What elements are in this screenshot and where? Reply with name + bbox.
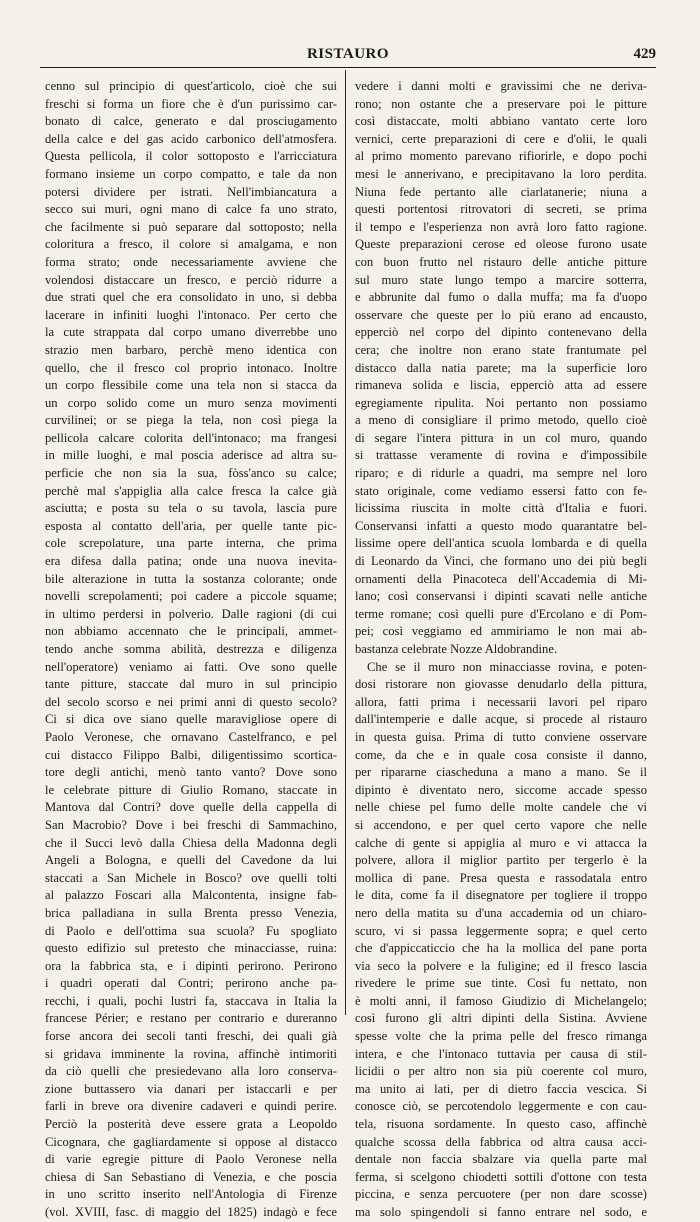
text-line: zione buttassero via danari per istaccarli e per xyxy=(45,1081,337,1096)
text-line: i quadri operati dal Contri; perirono anche pa- xyxy=(45,976,337,991)
text-line: epperciò nel corpo del dipinto contenevano della xyxy=(355,325,647,340)
text-line: lano; così conservansi i dipinti scavati nelle antiche xyxy=(355,589,647,604)
text-line: San Macrobio? Dove i bei freschi di Sammachino, xyxy=(45,817,337,832)
text-line: egregiamente ripulita. Noi pertanto non possiamo xyxy=(355,395,647,410)
text-line: Mantova dal Contri? dove quelle della cappella di xyxy=(45,800,337,815)
text-line: terme romane; così quelli pure d'Ercolano e di Pom- xyxy=(355,606,647,621)
text-line: questi portentosi ritrovatori di secreti, se prima xyxy=(355,202,647,217)
text-line: per ripararne ciascheduna a mano a mano. Se il xyxy=(355,765,647,780)
text-line: Perciò la posterità deve essere grata a Leopoldo xyxy=(45,1117,337,1132)
text-line: lissime opere dell'antica scuola lombarda e di quella xyxy=(355,536,647,551)
text-line: Queste preparazioni cerose ed oleose furono usate xyxy=(355,237,647,252)
text-line: le dita, come fa il disegnatore per togliere il troppo xyxy=(355,888,647,903)
text-line: di Paolo e dell'ottima sua scuola? Fu spogliato xyxy=(45,923,337,938)
text-line: rono; non ostante che a preservare poi le pitture xyxy=(355,96,647,111)
text-line: tendo anche somma abilità, destrezza e diligenza xyxy=(45,642,337,656)
text-line: dentale non faccia sbalzare via quella parte mal xyxy=(355,1152,647,1167)
text-line: via seco la polvere e la fuligine; ed il fresco lascia xyxy=(355,958,647,973)
text-line: volendosi distaccare un fresco, e perciò ridurre a xyxy=(45,272,337,287)
header-rule xyxy=(40,67,656,68)
page-header xyxy=(40,44,656,66)
text-line: un corpo flessibile come una tela non si stacca da xyxy=(45,378,337,393)
text-line: di Leonardo da Vinci, che formano uno dei più begli xyxy=(355,554,647,569)
text-line: brica palladiana in sulla Brenta presso Venezia, xyxy=(45,905,337,920)
text-line: farli in breve ora divenire cadaveri e quindi perire. xyxy=(45,1099,337,1114)
text-line: strazio men barbaro, perchè meno identica con xyxy=(45,342,337,357)
text-line: forma strato; onde necessariamente avviene che xyxy=(45,254,337,269)
text-line: lacerare in infiniti luoghi l'intonaco. Per certo che xyxy=(45,307,337,322)
text-line: perficie che non sia la sua, fòss'anco su calce; xyxy=(45,466,337,481)
text-line: conosce ciò, se percotendolo leggermente e con cau- xyxy=(355,1099,647,1114)
text-line: a meno di consigliare il primo metodo, quello cioè xyxy=(355,413,647,428)
text-line: curvilinei; or se piega la tela, non così piega la xyxy=(45,413,337,428)
text-line: nelle chiese pel fumo delle molte candele che vi xyxy=(355,800,647,815)
text-line: tante pitture, staccate dal muro in sul principio xyxy=(45,677,337,692)
text-line: che d'appiccaticcio che ha la mollica del pane porta xyxy=(355,941,647,956)
text-line: cenno sul principio di quest'articolo, cioè che sui xyxy=(45,79,337,93)
text-line: si trattasse veramente di rovina e d'impossibile xyxy=(355,448,647,463)
text-line: ora la fabbrica sta, e i dipinti perirono. Perirono xyxy=(45,958,337,973)
text-line: pellicola calcare colorita dell'intonaco; ma frangesi xyxy=(45,430,337,445)
text-line: Ci si dica ove siano quelle maravigliose opere di xyxy=(45,712,337,727)
text-line: in mille luoghi, e mal poscia aderisce ad altra su- xyxy=(45,448,337,463)
text-line: dosi ristorare non giovasse denudarlo della pittura, xyxy=(355,677,647,692)
text-line: polvere, allora il miglior partito per tergerlo è la xyxy=(355,853,647,868)
text-line: con buon frutto nel ristauro delle antiche pitture xyxy=(355,254,647,269)
text-line: due strati quel che era consolidato in uno, si debba xyxy=(45,290,337,305)
text-line: cera; che inoltre non erano state frantumate pel xyxy=(355,342,647,357)
text-line: freschi si forma un fiore che è d'un purissimo car- xyxy=(45,96,337,111)
text-line: qualche scossa della fabbrica od altra causa acci- xyxy=(355,1134,647,1149)
text-line: un corpo solido come un muro senza movimenti xyxy=(45,395,337,410)
text-line: licidii o per altro non sia più coerente col muro, xyxy=(355,1064,647,1079)
text-line: Niuna fede pertanto alle ciarlatanerie; niuna a xyxy=(355,184,647,199)
text-line: sul muro state lungo tempo a marcire sotterra, xyxy=(355,272,647,287)
text-line: bile alterazione in tutta la sostanza colorante; onde xyxy=(45,571,337,586)
text-line: si accendono, e per quel certo vapore che nelle xyxy=(355,817,647,832)
text-line: ornamenti della Pinacoteca dell'Accademia di Mi- xyxy=(355,571,647,586)
text-line: la cute strappata dal corpo umano diverrebbe uno xyxy=(45,325,337,340)
text-line: ma solo spingendoli si fanno entrare nel sodo, e xyxy=(355,1205,647,1219)
text-line: così furono gli altri dipinti della Sistina. Avviene xyxy=(355,1011,647,1026)
running-title: RISTAURO xyxy=(306,46,390,62)
text-line: si gridava imminente la rovina, affinchè intimoriti xyxy=(45,1046,337,1061)
text-line: bonato di calce, generato e dal prosciugamento xyxy=(45,114,337,129)
text-line: calche di gente si appiglia al muro e vi attacca la xyxy=(355,835,647,850)
text-line: tore degli antichi, menò tanto vanto? Dove sono xyxy=(45,765,337,780)
text-line: chiesa di San Sebastiano di Venezia, e che poscia xyxy=(45,1169,337,1184)
text-line: da ciò quelli che presiedevano alla loro conserva- xyxy=(45,1064,337,1079)
text-line: rimaneva solida e liscia, epperciò atta ad essere xyxy=(355,378,647,393)
text-line: il tempo e l'esperienza non avrà loro fatto ragione. xyxy=(355,219,647,234)
text-line: di varie egregie pitture di Paolo Veronese nella xyxy=(45,1152,337,1167)
text-line: ma unito ai lati, per di dietro faccia vescica. Si xyxy=(355,1081,647,1096)
text-line: staccati a San Michele in Bosco? ove quelli tolti xyxy=(45,870,337,885)
text-line: che il Succi levò dalla Chiesa della Madonna degli xyxy=(45,835,337,850)
text-line: mollica di pane. Presa questa e rassodatala entro xyxy=(355,870,647,885)
text-line: nell'operatore) veniamo ai fatti. Ove sono quelle xyxy=(45,659,337,674)
text-line: mesi le annerivano, e precipitavano la loro perdita. xyxy=(355,166,647,181)
text-line: così distaccate, molti abbiano vantato certe loro xyxy=(355,114,647,129)
text-line: era difesa dalla patina; onde una nuova inevita- xyxy=(45,554,337,569)
column-divider xyxy=(345,70,346,1015)
text-line: è molti anni, il famoso Giudizio di Michelangelo; xyxy=(355,993,647,1008)
text-line: tela, risuona sordamente. In questo caso, affinchè xyxy=(355,1117,647,1132)
text-line: dipinto è diventato nero, siccome accade spesso xyxy=(355,782,647,797)
text-line: non abbiamo accennato che le principali, ammet- xyxy=(45,624,337,639)
text-line: quello, che il fresco col proprio intonaco. Inoltre xyxy=(45,360,337,375)
right-column xyxy=(355,78,647,1222)
text-line: distacco dalla natia parete; ma la superficie loro xyxy=(355,360,647,375)
text-line: Conservansi infatti a questo modo quarantatre bel- xyxy=(355,518,647,533)
text-line: Che se il muro non minacciasse rovina, e poten- xyxy=(367,659,647,674)
text-line: piccina, e senza percuotere (per non dare scosse) xyxy=(355,1187,647,1202)
text-line: esposta al contatto dell'aria, per quelle tante pic- xyxy=(45,518,337,533)
text-line: osservare che queste per lo più erano ad encausto, xyxy=(355,307,647,322)
text-line: francese Périer; e restano per contrario e dureranno xyxy=(45,1011,337,1026)
left-column xyxy=(45,78,337,1222)
text-line: bastanza celebrate Nozze Aldobrandine. xyxy=(355,642,558,656)
text-line: rivedere le prime sue tinte. Così fu nettato, non xyxy=(355,976,647,991)
text-line: dall'intemperie e dalle acque, si procede al ristauro xyxy=(355,712,647,727)
text-line: ferma, si scelgono chiodetti sottili d'ottone con testa xyxy=(355,1169,647,1184)
text-line: scuro, vi si passa leggermente sopra; e quel certo xyxy=(355,923,647,938)
text-line: del secolo scorso e nei primi anni di questo secolo? xyxy=(45,694,337,709)
text-line: licissima riuscita in molte città d'Italia e fuori. xyxy=(355,501,647,516)
text-line: formano insieme un corpo compatto, e tale da non xyxy=(45,166,337,181)
text-line: in questa guisa. Prima di tutto conviene osservare xyxy=(355,729,647,744)
text-line: al primo momento parevano rifiorirle, e dopo pochi xyxy=(355,149,647,164)
text-line: novelli screpolamenti; poi cadere a piccole squame; xyxy=(45,589,337,604)
text-line: stato originale, come vediamo essersi fatto con fe- xyxy=(355,483,647,498)
text-line: e abbrunite dal fumo o dalla muffa; ma fa d'uopo xyxy=(355,290,647,305)
text-line: Cicognara, che gagliardamente si oppose al distacco xyxy=(45,1134,337,1149)
text-line: coloritura a fresco, il colore si amalgama, e non xyxy=(45,237,337,252)
text-line: di segare l'intera pittura in un col muro, quando xyxy=(355,430,647,445)
text-line: potersi dividere per istrati. Nell'imbiancatura a xyxy=(45,184,337,199)
text-line: allora, fatti prima i necessarii lavori pel riparo xyxy=(355,694,647,709)
text-line: al palazzo Foscari alla Malcontenta, insigne fab- xyxy=(45,888,337,903)
text-line: in uno scritto inserito nell'Antologia di Firenze xyxy=(45,1187,337,1202)
text-line: Angeli a Bologna, e quelli del Cavedone da lui xyxy=(45,853,337,868)
text-line: cui distacco Filippo Balbi, diligentissimo scortica- xyxy=(45,747,337,762)
text-line: intera, e che l'intonaco tuttavia per causa di stil- xyxy=(355,1046,647,1061)
text-line: asciutta; e posta su tela o su tavola, lascia pure xyxy=(45,501,337,516)
text-line: come, da che e in quale cosa consiste il danno, xyxy=(355,747,647,762)
text-line: cole screpolature, una parte interna, che prima xyxy=(45,536,337,551)
text-line: perchè mal s'appiglia alla calce fresca la calce già xyxy=(45,483,337,498)
text-line: che facilmente si può separare dal sottoposto; nella xyxy=(45,219,337,234)
text-line: nero della matita su d'una accademia od un chiaro- xyxy=(355,905,647,920)
text-line: in ultimo perdersi in polverio. Dalle ragioni (di cui xyxy=(45,606,337,621)
text-line: vernici, certe preparazioni di cere e d'olii, le quali xyxy=(355,131,647,146)
text-line: secco sui muri, ogni mano di calce fa uno strato, xyxy=(45,202,337,217)
text-line: vedere i danni molti e gravissimi che ne deriva- xyxy=(355,79,647,93)
text-line: della calce e del gas acido carbonico dell'atmosfera. xyxy=(45,131,337,146)
text-line: Questa pellicola, il color sottoposto e l'arricciatura xyxy=(45,149,337,164)
text-line: pei; così veggiamo ed ammiriamo le non mai ab- xyxy=(355,624,647,639)
text-line: spesse volte che la prima pelle del fresco rimanga xyxy=(355,1029,647,1044)
text-line: questo edifizio sul pretesto che minacciasse, ruina: xyxy=(45,941,337,956)
text-line: le celebrate pitture di Giulio Romano, staccate in xyxy=(45,782,337,797)
text-line: riparo; e di ridurle a quadri, ma sempre nel loro xyxy=(355,466,647,481)
text-line: recchi, i quali, pochi lustri fa, staccava in Italia la xyxy=(45,993,337,1008)
text-line: forse ancora dei secoli tanti freschi, dei quali già xyxy=(45,1029,337,1044)
page-number: 429 xyxy=(633,46,656,62)
text-line: Paolo Veronese, che ornavano Castelfranco, e pel xyxy=(45,729,337,744)
text-line: (vol. XVIII, fasc. di maggio del 1825) indagò e fece xyxy=(45,1205,337,1219)
